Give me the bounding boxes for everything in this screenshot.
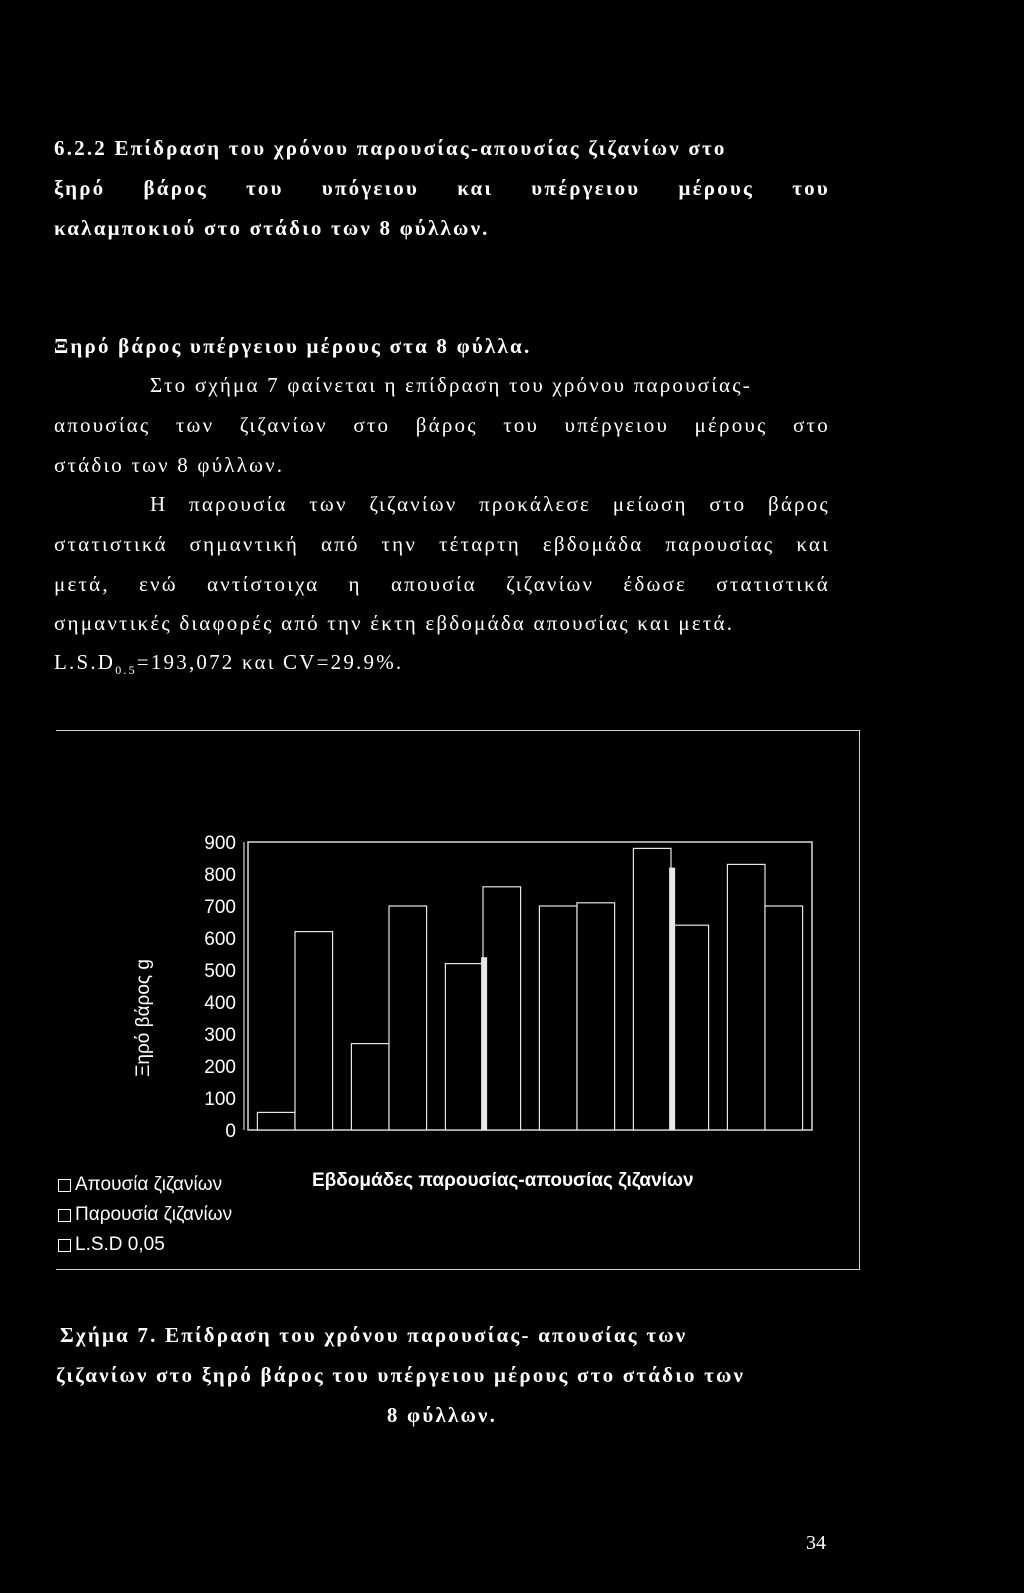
- word: ξηρό: [54, 176, 106, 200]
- word: προκάλεσε: [479, 492, 592, 516]
- y-tick-label: 600: [204, 929, 236, 950]
- word: ζιζανίων: [506, 572, 595, 596]
- word: μέρους: [678, 176, 755, 200]
- subheading: Ξηρό βάρος υπέργειου μέρους στα 8 φύλλα.: [54, 334, 532, 358]
- word: Η: [150, 492, 168, 516]
- legend-item-absence: [58, 1170, 232, 1200]
- bar-lsd-4: [669, 868, 675, 1130]
- y-tick-label: 100: [204, 1089, 236, 1110]
- legend-swatch-icon: [58, 1179, 71, 1192]
- y-tick-label: 200: [204, 1057, 236, 1078]
- word: του: [246, 176, 284, 200]
- word: στατιστικά: [716, 572, 830, 596]
- bar-presence-2: [483, 887, 521, 1130]
- word: την: [381, 532, 418, 556]
- word: βάρος: [415, 413, 478, 437]
- caption-line-3: 8 φύλλων.: [386, 1403, 498, 1427]
- word: υπέργειου: [564, 413, 670, 437]
- word: υπόγειου: [321, 176, 420, 200]
- paragraph-1-line-1: Στο σχήμα 7 φαίνεται η επίδραση του χρόνου παρουσίας-: [150, 373, 752, 397]
- word: μετά,: [54, 572, 110, 596]
- word: και: [796, 532, 830, 556]
- word: μέρους: [694, 413, 768, 437]
- bar-absence-2: [445, 964, 483, 1130]
- bar-presence-4: [671, 925, 709, 1130]
- y-axis-label: Ξηρό βάρος g: [133, 959, 154, 1077]
- word: παρουσία: [189, 492, 288, 516]
- section-heading-line-3: καλαμποκιού στο στάδιο των 8 φύλλων.: [54, 216, 490, 240]
- word: στο: [353, 413, 391, 437]
- legend-item-presence: [58, 1200, 232, 1230]
- lsd-subscript: 0.5: [115, 663, 137, 678]
- y-tick-label: 300: [204, 1025, 236, 1046]
- bar-absence-0: [257, 1112, 295, 1130]
- chart-legend: [58, 1170, 232, 1260]
- bar-presence-1: [389, 906, 427, 1130]
- legend-label: Απουσία ζιζανίων: [75, 1174, 223, 1195]
- word: απουσίας: [54, 413, 151, 437]
- word: παρουσίας: [665, 532, 775, 556]
- bar-absence-4: [633, 848, 671, 1130]
- word: υπέργειου: [531, 176, 641, 200]
- word: η: [348, 572, 362, 596]
- word: εβδομάδα: [542, 532, 644, 556]
- lsd-prefix: L.S.D: [54, 650, 116, 674]
- x-axis-label: Εβδομάδες παρουσίας-απουσίας ζιζανίων: [312, 1170, 694, 1191]
- y-tick-label: 500: [204, 961, 236, 982]
- y-tick-label: 0: [225, 1121, 236, 1142]
- y-tick-label: 900: [204, 833, 236, 854]
- bar-absence-5: [727, 864, 765, 1130]
- bar-presence-5: [765, 906, 803, 1130]
- word: έδωσε: [623, 572, 688, 596]
- word: στατιστικά: [54, 532, 168, 556]
- word: τέταρτη: [438, 532, 521, 556]
- word: βάρος: [143, 176, 208, 200]
- word: του: [792, 176, 830, 200]
- paragraph-1-line-3: στάδιο των 8 φύλλων.: [54, 453, 285, 477]
- bar-presence-0: [295, 932, 333, 1130]
- caption-line-1: Σχήμα 7. Επίδραση του χρόνου παρουσίας- απουσίας των: [60, 1323, 688, 1347]
- bar-absence-1: [351, 1044, 389, 1130]
- legend-label: L.S.D 0,05: [75, 1234, 165, 1255]
- bar-absence-3: [539, 906, 577, 1130]
- word: του: [503, 413, 540, 437]
- word: σημαντική: [189, 532, 300, 556]
- word: βάρος: [767, 492, 830, 516]
- caption-line-2: ζιζανίων στο ξηρό βάρος του υπέργειου μέρους στο στάδιο των: [56, 1363, 746, 1387]
- word: ενώ: [139, 572, 178, 596]
- y-tick-label: 700: [204, 897, 236, 918]
- bar-presence-3: [577, 903, 615, 1130]
- legend-swatch-icon: [58, 1239, 71, 1252]
- word: ζιζανίων: [239, 413, 328, 437]
- word: στο: [709, 492, 747, 516]
- legend-swatch-icon: [58, 1209, 71, 1222]
- page-number: 34: [806, 1532, 826, 1554]
- word: μείωση: [612, 492, 688, 516]
- lsd-value: =193,072 και CV=29.9%.: [136, 650, 404, 674]
- word: αντίστοιχα: [206, 572, 320, 596]
- bar-lsd-2: [481, 957, 487, 1130]
- word: και: [457, 176, 494, 200]
- word: στο: [793, 413, 830, 437]
- legend-item-lsd: [58, 1230, 232, 1260]
- word: απουσία: [390, 572, 477, 596]
- word: από: [320, 532, 360, 556]
- y-tick-label: 800: [204, 865, 236, 886]
- legend-label: Παρουσία ζιζανίων: [75, 1204, 233, 1225]
- paragraph-2-line-4: σημαντικές διαφορές από την έκτη εβδομάδα απουσίας και μετά.: [54, 611, 735, 635]
- word: των: [175, 413, 215, 437]
- y-tick-label: 400: [204, 993, 236, 1014]
- section-heading-line-1: 6.2.2 Επίδραση του χρόνου παρουσίας-απουσίας ζιζανίων στο: [54, 136, 727, 160]
- word: ζιζανίων: [369, 492, 458, 516]
- word: των: [309, 492, 348, 516]
